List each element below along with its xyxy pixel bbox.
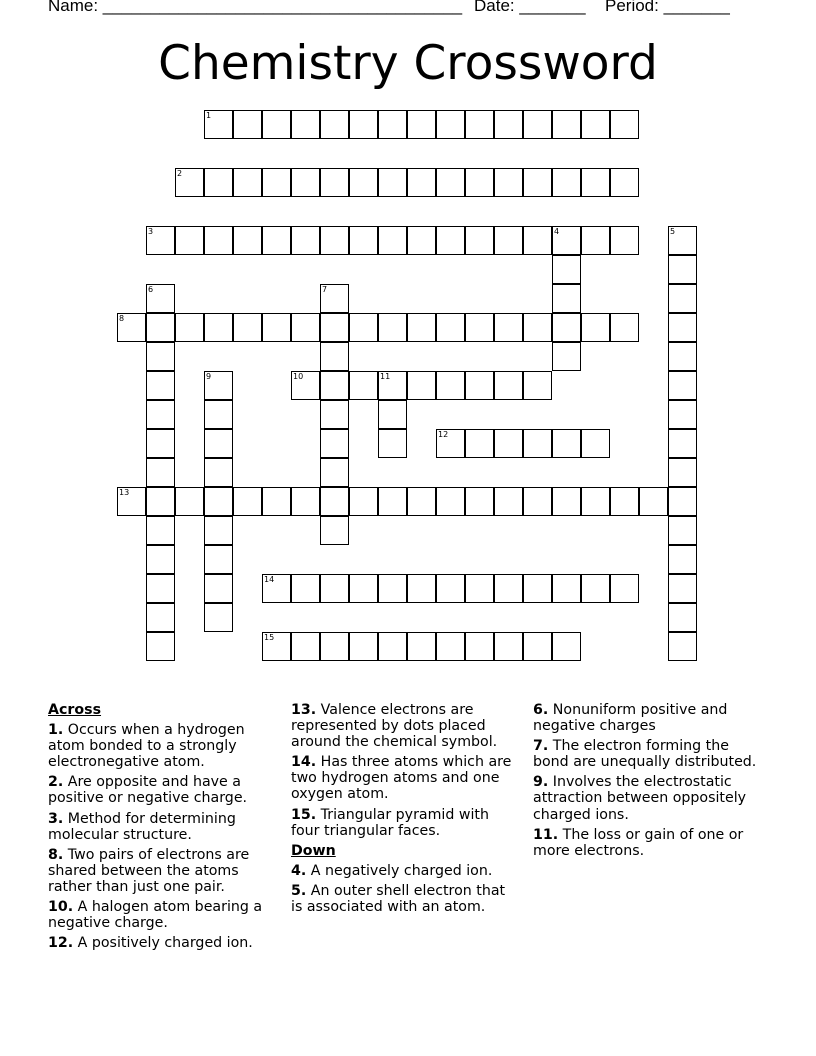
crossword-cell[interactable] [523, 574, 552, 603]
crossword-cell[interactable] [291, 574, 320, 603]
crossword-cell[interactable] [175, 487, 204, 516]
crossword-cell[interactable] [407, 574, 436, 603]
crossword-cell[interactable] [523, 168, 552, 197]
crossword-cell[interactable] [465, 313, 494, 342]
crossword-cell[interactable] [262, 226, 291, 255]
clue-number-label: 13 [119, 488, 130, 497]
crossword-cell[interactable] [465, 574, 494, 603]
crossword-cell[interactable] [436, 371, 465, 400]
crossword-cell[interactable] [610, 574, 639, 603]
crossword-cell[interactable] [204, 516, 233, 545]
crossword-cell[interactable] [378, 487, 407, 516]
crossword-cell[interactable] [320, 516, 349, 545]
crossword-cell[interactable] [465, 487, 494, 516]
crossword-cell[interactable] [668, 400, 697, 429]
crossword-cell[interactable] [668, 545, 697, 574]
crossword-cell[interactable] [378, 574, 407, 603]
crossword-cell[interactable] [320, 574, 349, 603]
crossword-cell[interactable] [610, 110, 639, 139]
crossword-cell[interactable] [291, 168, 320, 197]
crossword-cell[interactable] [204, 458, 233, 487]
crossword-cell[interactable] [523, 429, 552, 458]
crossword-cell[interactable] [552, 284, 581, 313]
clue-across-15: 15. Triangular pyramid with four triangular faces. [291, 806, 489, 839]
crossword-cell[interactable] [610, 487, 639, 516]
crossword-cell[interactable] [494, 313, 523, 342]
clue-number-label: 3 [148, 227, 154, 236]
crossword-cell[interactable] [146, 545, 175, 574]
clue-across-1: 1. Occurs when a hydrogen atom bonded to a strongly electronegative atom. [48, 722, 245, 771]
date-field-label: Date: _______ [474, 0, 586, 15]
crossword-cell[interactable] [552, 429, 581, 458]
crossword-cell[interactable] [262, 313, 291, 342]
crossword-cell[interactable] [436, 168, 465, 197]
crossword-cell[interactable] [204, 400, 233, 429]
crossword-cell[interactable] [581, 110, 610, 139]
crossword-cell[interactable] [465, 632, 494, 661]
crossword-cell[interactable] [523, 487, 552, 516]
crossword-cell[interactable] [436, 574, 465, 603]
crossword-cell[interactable] [320, 429, 349, 458]
clue-down-9: 9. Involves the electrostatic attraction between oppositely charged ions. [533, 774, 747, 823]
crossword-cell[interactable] [378, 400, 407, 429]
crossword-cell[interactable] [146, 574, 175, 603]
crossword-cell[interactable] [349, 487, 378, 516]
crossword-cell[interactable] [668, 574, 697, 603]
crossword-cell[interactable] [349, 371, 378, 400]
crossword-cell[interactable] [349, 632, 378, 661]
clue-number-label: 5 [670, 227, 676, 236]
crossword-cell[interactable] [262, 487, 291, 516]
clue-number-label: 7 [322, 285, 328, 294]
crossword-cell[interactable] [291, 226, 320, 255]
crossword-cell[interactable] [320, 342, 349, 371]
crossword-cell[interactable] [146, 487, 175, 516]
crossword-cell[interactable] [291, 313, 320, 342]
clue-number-label: 14 [264, 575, 275, 584]
crossword-cell[interactable] [465, 168, 494, 197]
crossword-cell[interactable] [668, 429, 697, 458]
clue-number-label: 15 [264, 633, 275, 642]
crossword-cell[interactable] [552, 632, 581, 661]
crossword-cell[interactable] [581, 429, 610, 458]
crossword-cell[interactable] [204, 429, 233, 458]
crossword-cell[interactable] [494, 168, 523, 197]
crossword-cell[interactable] [523, 110, 552, 139]
crossword-cell[interactable] [581, 574, 610, 603]
crossword-cell[interactable] [436, 487, 465, 516]
crossword-cell[interactable] [378, 110, 407, 139]
crossword-cell[interactable] [494, 226, 523, 255]
crossword-cell[interactable] [262, 110, 291, 139]
crossword-cell[interactable] [349, 574, 378, 603]
crossword-cell[interactable] [668, 284, 697, 313]
period-field-label: Period: _______ [605, 0, 730, 15]
crossword-cell[interactable] [552, 313, 581, 342]
crossword-cell[interactable] [407, 371, 436, 400]
crossword-cell[interactable] [581, 487, 610, 516]
crossword-cell[interactable] [465, 371, 494, 400]
clue-number-label: 1 [206, 111, 212, 120]
crossword-cell[interactable] [494, 371, 523, 400]
crossword-cell[interactable] [233, 110, 262, 139]
crossword-cell[interactable] [407, 487, 436, 516]
clue-number-label: 10 [293, 372, 304, 381]
crossword-cell[interactable] [233, 226, 262, 255]
crossword-cell[interactable] [494, 429, 523, 458]
clue-number-label: 11 [380, 372, 391, 381]
down-heading: Down [291, 842, 336, 859]
clue-across-12: 12. A positively charged ion. [48, 935, 253, 952]
crossword-cell[interactable] [552, 342, 581, 371]
clue-across-13: 13. Valence electrons are represented by dots placed around the chemical symbol. [291, 702, 498, 751]
crossword-cell[interactable] [320, 458, 349, 487]
crossword-cell[interactable] [146, 516, 175, 545]
crossword-cell[interactable] [523, 226, 552, 255]
crossword-cell[interactable] [668, 342, 697, 371]
crossword-cell[interactable] [639, 487, 668, 516]
crossword-cell[interactable] [204, 168, 233, 197]
clue-number-label: 6 [148, 285, 154, 294]
crossword-cell[interactable] [465, 226, 494, 255]
crossword-cell[interactable] [204, 545, 233, 574]
crossword-cell[interactable] [465, 110, 494, 139]
crossword-cell[interactable] [320, 168, 349, 197]
crossword-cell[interactable] [407, 632, 436, 661]
crossword-cell[interactable] [146, 313, 175, 342]
clue-column-3 [533, 702, 768, 863]
crossword-cell[interactable] [146, 371, 175, 400]
crossword-cell[interactable] [204, 226, 233, 255]
clue-number-label: 9 [206, 372, 212, 381]
crossword-cell[interactable] [523, 313, 552, 342]
crossword-cell[interactable] [668, 516, 697, 545]
crossword-cell[interactable] [494, 632, 523, 661]
crossword-cell[interactable] [146, 400, 175, 429]
crossword-cell[interactable] [262, 168, 291, 197]
crossword-cell[interactable] [233, 313, 262, 342]
crossword-cell[interactable] [204, 603, 233, 632]
crossword-cell[interactable] [610, 313, 639, 342]
clue-number-label: 8 [119, 314, 125, 323]
crossword-cell[interactable] [552, 168, 581, 197]
crossword-cell[interactable] [407, 226, 436, 255]
crossword-cell[interactable] [175, 226, 204, 255]
clue-across-8: 8. Two pairs of electrons are shared between the atoms rather than just one pair. [48, 846, 250, 895]
crossword-cell[interactable] [436, 110, 465, 139]
crossword-cell[interactable] [320, 371, 349, 400]
crossword-cell[interactable] [581, 168, 610, 197]
crossword-cell[interactable] [175, 313, 204, 342]
crossword-cell[interactable] [668, 371, 697, 400]
page-title: Chemistry Crossword [158, 36, 658, 91]
crossword-cell[interactable] [581, 313, 610, 342]
crossword-cell[interactable] [349, 226, 378, 255]
crossword-cell[interactable] [204, 574, 233, 603]
crossword-cell[interactable] [552, 487, 581, 516]
crossword-cell[interactable] [465, 429, 494, 458]
crossword-cell[interactable] [291, 632, 320, 661]
crossword-cell[interactable] [146, 429, 175, 458]
clue-down-4: 4. A negatively charged ion. [291, 862, 493, 879]
crossword-cell[interactable] [668, 487, 697, 516]
crossword-cell[interactable] [320, 313, 349, 342]
crossword-cell[interactable] [349, 168, 378, 197]
clue-across-2: 2. Are opposite and have a positive or negative charge. [48, 774, 248, 807]
clue-across-3: 3. Method for determining molecular structure. [48, 810, 236, 843]
clue-down-5: 5. An outer shell electron that is associated with an atom. [291, 882, 506, 916]
crossword-cell[interactable] [320, 400, 349, 429]
crossword-cell[interactable] [668, 255, 697, 284]
crossword-cell[interactable] [378, 429, 407, 458]
crossword-cell[interactable] [494, 487, 523, 516]
crossword-cell[interactable] [233, 487, 262, 516]
crossword-cell[interactable] [146, 342, 175, 371]
crossword-cell[interactable] [320, 632, 349, 661]
crossword-cell[interactable] [407, 110, 436, 139]
crossword-cell[interactable] [233, 168, 262, 197]
crossword-cell[interactable] [146, 458, 175, 487]
crossword-cell[interactable] [378, 313, 407, 342]
crossword-cell[interactable] [610, 168, 639, 197]
crossword-cell[interactable] [668, 313, 697, 342]
crossword-cell[interactable] [291, 487, 320, 516]
clue-across-10: 10. A halogen atom bearing a negative charge. [48, 899, 263, 932]
crossword-cell[interactable] [378, 632, 407, 661]
crossword-cell[interactable] [494, 110, 523, 139]
crossword-cell[interactable] [407, 313, 436, 342]
name-field-label: Name: ______________________________________ [48, 0, 463, 15]
crossword-cell[interactable] [581, 226, 610, 255]
clue-across-14: 14. Has three atoms which are two hydrogen atoms and one oxygen atom. [291, 754, 512, 803]
clue-down-11: 11. The loss or gain of one or more electrons. [533, 826, 744, 859]
across-heading: Across [48, 702, 102, 718]
crossword-cell[interactable] [610, 226, 639, 255]
crossword-cell[interactable] [436, 632, 465, 661]
clue-down-7: 7. The electron forming the bond are unequally distributed. [533, 738, 757, 771]
crossword-cell[interactable] [320, 110, 349, 139]
crossword-cell[interactable] [523, 371, 552, 400]
crossword-cell[interactable] [320, 226, 349, 255]
crossword-cell[interactable] [349, 313, 378, 342]
crossword-cell[interactable] [378, 226, 407, 255]
crossword-cell[interactable] [378, 168, 407, 197]
crossword-cell[interactable] [146, 632, 175, 661]
crossword-cell[interactable] [552, 574, 581, 603]
crossword-cell[interactable] [291, 110, 320, 139]
clue-number-label: 12 [438, 430, 449, 439]
crossword-cell[interactable] [204, 487, 233, 516]
crossword-cell[interactable] [320, 487, 349, 516]
crossword-cell[interactable] [494, 574, 523, 603]
clue-number-label: 4 [554, 227, 560, 236]
crossword-cell[interactable] [668, 458, 697, 487]
clue-down-6: 6. Nonuniform positive and negative charges [533, 702, 728, 735]
crossword-cell[interactable] [668, 632, 697, 661]
crossword-cell[interactable] [523, 632, 552, 661]
clue-number-label: 2 [177, 169, 183, 178]
crossword-cell[interactable] [407, 168, 436, 197]
crossword-cell[interactable] [146, 603, 175, 632]
crossword-cell[interactable] [552, 110, 581, 139]
clue-column-2 [291, 702, 513, 919]
crossword-cell[interactable] [552, 255, 581, 284]
crossword-cell[interactable] [668, 603, 697, 632]
clue-column-1 [48, 702, 273, 955]
crossword-cell[interactable] [436, 313, 465, 342]
crossword-cell[interactable] [349, 110, 378, 139]
crossword-cell[interactable] [204, 313, 233, 342]
crossword-cell[interactable] [436, 226, 465, 255]
